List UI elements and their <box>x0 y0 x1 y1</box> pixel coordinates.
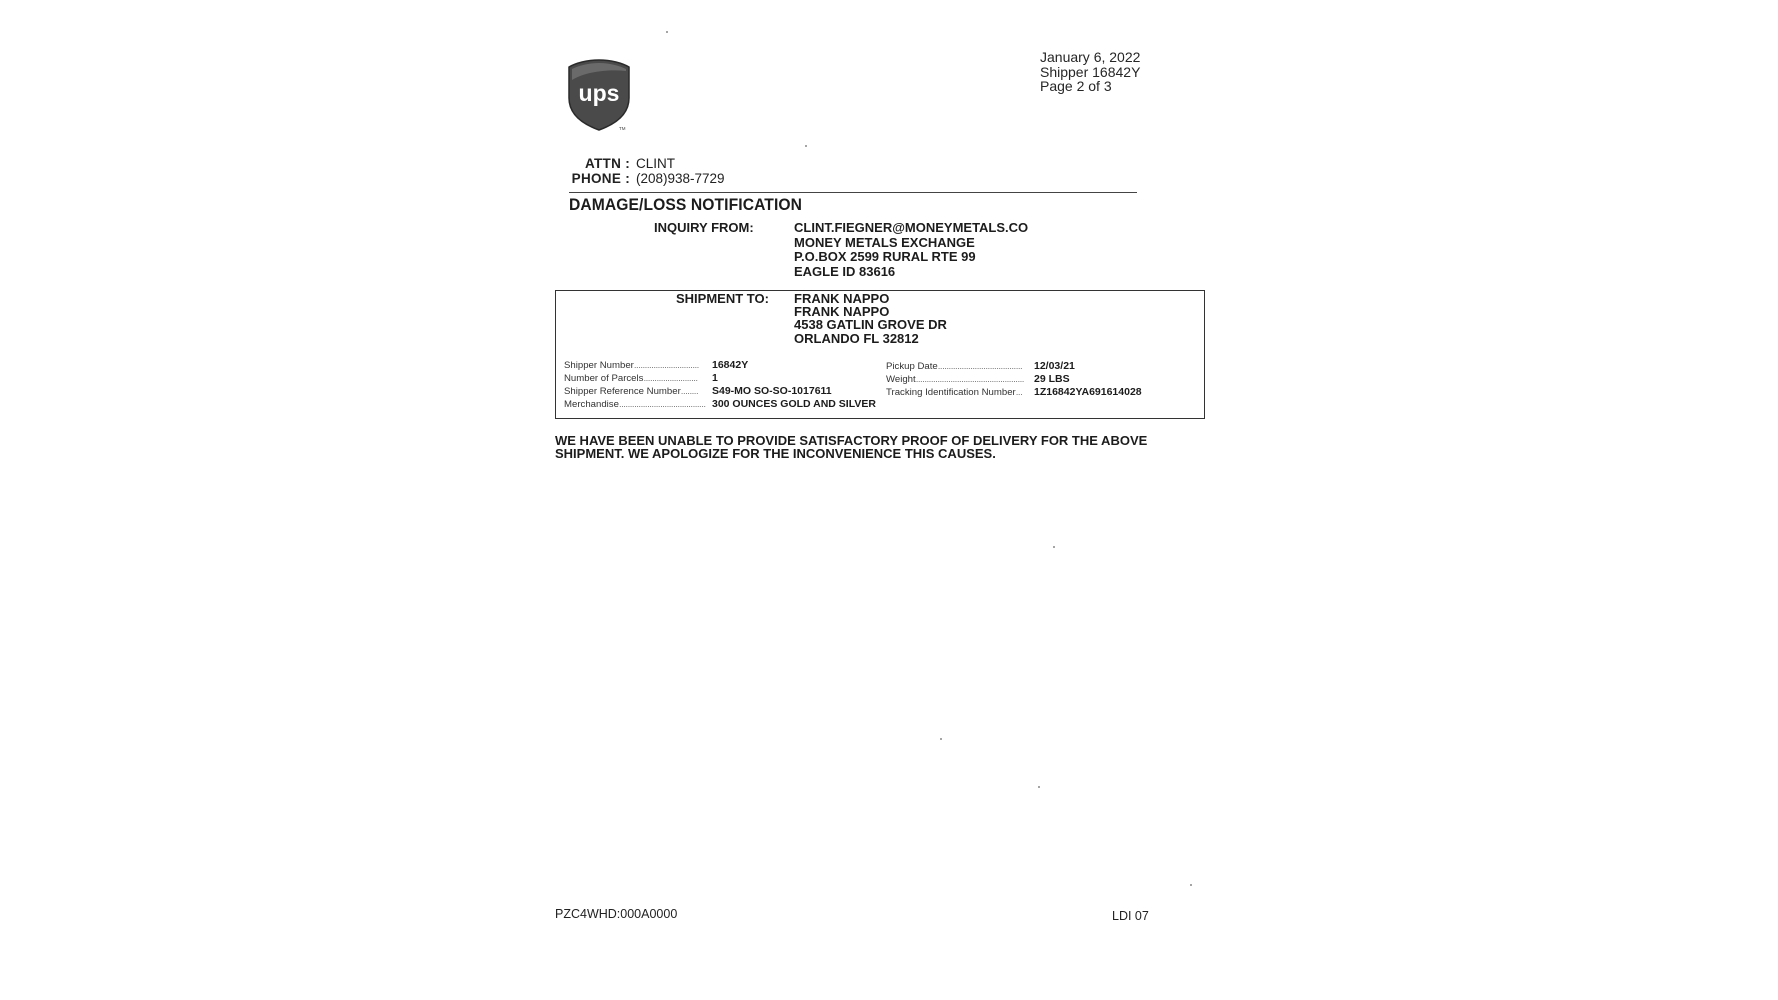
header-info <box>1040 50 1140 94</box>
detail-row: Number of Parcels......................... 1 <box>564 371 718 384</box>
scan-speck <box>940 738 942 740</box>
detail-row: Merchandise........................................ 300 OUNCES GOLD AND SILVER <box>564 397 876 410</box>
attn-label: ATTN : <box>584 156 630 171</box>
inquiry-company: MONEY METALS EXCHANGE <box>794 234 975 250</box>
detail-row: Shipper Number.............................. 16842Y <box>564 358 749 371</box>
form-code: LDI 07 <box>1112 909 1149 923</box>
shipper-number-value: 16842Y <box>712 358 749 371</box>
recipient-name: FRANK NAPPO <box>794 291 890 306</box>
recipient-city: ORLANDO FL 32812 <box>794 330 919 346</box>
document-title: DAMAGE/LOSS NOTIFICATION <box>569 195 803 214</box>
merchandise-value: 300 OUNCES GOLD AND SILVER <box>712 397 876 410</box>
reference-value: S49-MO SO-SO-1017611 <box>712 384 832 397</box>
details-left <box>564 358 876 415</box>
detail-row: Tracking Identification Number... 1Z16842YA691614028 <box>886 385 1142 398</box>
header-divider <box>569 192 1137 193</box>
trademark-mark: TM <box>619 126 626 131</box>
ups-logo <box>567 58 631 132</box>
scan-speck <box>805 145 807 147</box>
scan-speck <box>1190 884 1192 886</box>
page-indicator: Page 2 of 3 <box>1040 78 1112 94</box>
phone-label: PHONE : <box>571 171 630 186</box>
attn-value: CLINT <box>636 156 676 171</box>
tracking-number-value: 1Z16842YA691614028 <box>1034 385 1142 398</box>
detail-row: Shipper Reference Number........ S49-MO SO-SO-1017611 <box>564 384 832 397</box>
document-code: PZC4WHD:000A0000 <box>555 907 678 921</box>
recipient-street: 4538 GATLIN GROVE DR <box>794 317 947 333</box>
recipient-attention: FRANK NAPPO <box>794 304 890 320</box>
phone-value: (208)938-7729 <box>636 171 725 186</box>
detail-row: Pickup Date....................................... 12/03/21 <box>886 359 1075 372</box>
shipper-id: Shipper 16842Y <box>1040 63 1141 80</box>
inquiry-street: P.O.BOX 2599 RURAL RTE 99 <box>794 249 976 265</box>
contact-block <box>568 156 725 186</box>
letter-date: January 6, 2022 <box>1040 49 1141 65</box>
shipment-label: SHIPMENT TO: <box>676 291 769 306</box>
detail-row: Weight.................................................. 29 LBS <box>886 372 1070 385</box>
inquiry-label: INQUIRY FROM: <box>654 220 754 235</box>
scan-speck <box>1038 786 1040 788</box>
parcels-value: 1 <box>712 371 718 384</box>
shipment-address <box>794 292 947 345</box>
ups-logo-text: ups <box>578 80 620 106</box>
scan-speck <box>1053 546 1055 548</box>
inquiry-city: EAGLE ID 83616 <box>794 264 896 280</box>
inquiry-email: CLINT.FIEGNER@MONEYMETALS.CO <box>794 220 1029 235</box>
inquiry-address <box>794 221 1028 280</box>
delivery-notice: WE HAVE BEEN UNABLE TO PROVIDE SATISFACTORY PROOF OF DELIVERY FOR THE ABOVE SHIPMENT. WE APOLOGIZE FOR THE INCONVENIENCE THIS CAUSES. <box>555 433 1148 461</box>
pickup-date-value: 12/03/21 <box>1034 359 1075 372</box>
scan-speck <box>666 31 668 33</box>
weight-value: 29 LBS <box>1034 372 1070 385</box>
details-right <box>886 360 1196 404</box>
